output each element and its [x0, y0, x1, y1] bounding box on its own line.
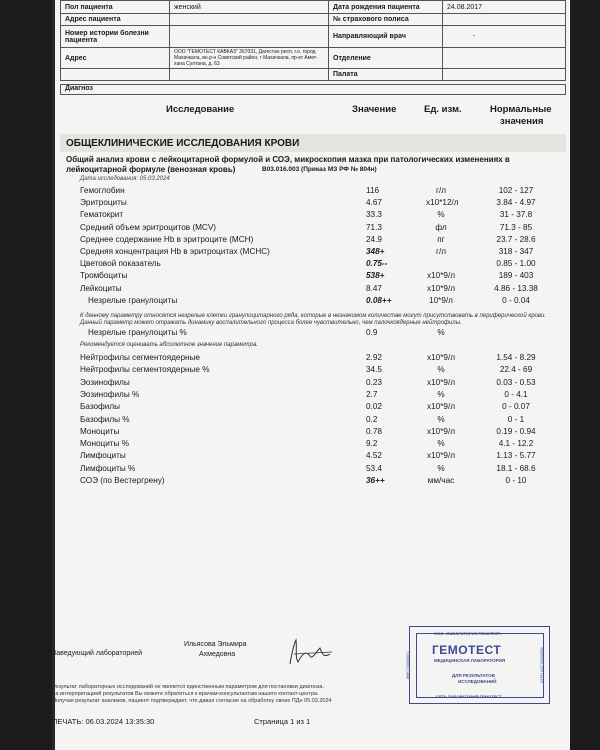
- test-name: Гемоглобин: [80, 186, 125, 195]
- column-norm-line1: Нормальные: [490, 104, 552, 115]
- stamp-middle-line2: ИССЛЕДОВАНИЙ: [458, 679, 497, 684]
- test-value: 36++: [366, 476, 385, 485]
- test-norm: 318 - 347: [498, 247, 534, 256]
- test-norm: 23.7 - 28.6: [496, 234, 536, 244]
- table-row: [0, 186, 600, 198]
- table-row: [0, 284, 600, 296]
- lab-address-value: ООО "ГЕМОТЕСТ КАВКАЗ" 367031, Дагестан респ, г.о. город Махачкала, вн.р-н Советский район, г Махачкала, пр-кт Амет-хана Султана, д. 63: [170, 48, 329, 69]
- column-test: Исследование: [166, 104, 235, 115]
- table-row: [0, 402, 600, 414]
- test-unit: %: [437, 439, 445, 449]
- stamp-right-text: ОГРН 1027700055952: [539, 647, 544, 683]
- table-row: [0, 235, 600, 247]
- test-norm: 0 - 10: [505, 476, 527, 485]
- test-name: СОЭ (по Вестергрену): [80, 476, 165, 485]
- test-unit: фл: [435, 222, 447, 232]
- table-row: [0, 365, 600, 377]
- table-row: [0, 296, 600, 308]
- test-norm: 71.3 - 85: [499, 222, 533, 232]
- test-value: 0.23: [366, 377, 382, 387]
- test-value: 0.78: [366, 426, 382, 436]
- test-name: Нейтрофилы сегментоядерные %: [80, 365, 210, 375]
- section-code: В03.016.003 (Приказ МЗ РФ № 804н): [262, 166, 377, 173]
- test-name: Лимфоциты: [80, 451, 126, 461]
- page-number: Страница 1 из 1: [254, 717, 311, 726]
- test-norm: 18.1 - 68.6: [496, 463, 536, 473]
- disclaimer-line3: Получая результат анализов, пациент подтверждает, что давал согласие на обработку своих ПДн 05.03.2024: [52, 698, 332, 704]
- patient-info-table: [60, 0, 566, 81]
- gender-label: Пол пациента: [61, 1, 170, 14]
- test-value: 34.5: [366, 365, 382, 375]
- test-unit: %: [437, 414, 445, 424]
- referring-value: -: [443, 26, 566, 48]
- test-value: 71.3: [366, 222, 382, 232]
- test-value: 9.2: [366, 439, 378, 449]
- column-norm-line2: значения: [500, 116, 544, 127]
- test-norm: 0.85 - 1.00: [496, 259, 536, 269]
- test-unit: %: [437, 463, 445, 473]
- table-row: [0, 247, 600, 259]
- test-value: 24.9: [366, 234, 382, 244]
- test-norm: 0.19 - 0.94: [496, 426, 536, 436]
- test-name: Лимфоциты %: [80, 463, 136, 473]
- test-norm: 0 - 0.04: [502, 295, 530, 305]
- ward-label: Палата: [329, 69, 443, 81]
- table-row: [0, 464, 600, 476]
- address-label: Адрес пациента: [61, 14, 170, 26]
- table-row: [0, 451, 600, 463]
- test-value: 0.75--: [366, 259, 388, 269]
- test-norm: 4.86 - 13.38: [494, 283, 538, 293]
- table-row: [0, 271, 600, 283]
- test-value: 4.52: [366, 451, 382, 461]
- test-unit: %: [437, 210, 445, 220]
- referring-label: Направляющий врач: [329, 26, 443, 48]
- test-unit: пг: [437, 234, 445, 244]
- test-unit: %: [437, 389, 445, 399]
- test-name: Эозинофилы: [80, 377, 130, 387]
- test-value: 116: [366, 186, 380, 195]
- test-unit: x10*12/л: [426, 198, 459, 208]
- section-subtitle-line2: лейкоцитарной формуле (венозная кровь): [66, 165, 236, 174]
- table-row: [0, 439, 600, 451]
- section-subtitle-line1: Общий анализ крови с лейкоцитарной формулой и СОЭ, микроскопия мазка при патологических изменениях в: [66, 155, 510, 164]
- history-label: Номер истории болезни пациента: [61, 26, 170, 48]
- test-unit: x10*9/л: [427, 402, 455, 412]
- test-unit: x10*9/л: [427, 353, 455, 362]
- test-value: 8.47: [366, 283, 382, 293]
- signer-name-line2: Ахмедовна: [199, 651, 236, 658]
- department-label: Отделение: [329, 48, 443, 69]
- stamp-top-text: ООО «ЛАБОРАТОРИЯ ГЕМОТЕСТ»: [434, 631, 503, 636]
- test-unit: x10*9/л: [427, 271, 455, 281]
- dob-label: Дата рождения пациента: [329, 1, 443, 14]
- test-value: 0.08++: [366, 295, 392, 305]
- test-value: 53.4: [366, 463, 382, 473]
- test-value: 348+: [366, 247, 385, 256]
- test-norm: 22.4 - 69: [499, 365, 533, 375]
- test-value: 538+: [366, 271, 385, 281]
- test-value: 0.02: [366, 402, 382, 412]
- disclaimer-line1: Результат лабораторных исследований не является единственным параметром для постановки диагноза.: [52, 684, 324, 690]
- print-timestamp: ПЕЧАТЬ: 06.03.2024 13:35:30: [52, 717, 155, 726]
- table-row: [0, 390, 600, 402]
- test-value: 4.67: [366, 198, 382, 208]
- test-unit: x10*9/л: [427, 283, 455, 293]
- test-norm: 1.54 - 8.29: [496, 353, 536, 362]
- test-norm: 0 - 4.1: [504, 389, 528, 399]
- test-norm: 1.13 - 5.77: [496, 451, 536, 461]
- signer-name-line1: Ильясова Эльмира: [184, 641, 247, 648]
- stamp-middle-line1: ДЛЯ РЕЗУЛЬТАТОВ: [452, 673, 495, 678]
- test-name: Среднее содержание Hb в эритроците (MCH): [80, 234, 254, 244]
- test-unit: %: [437, 365, 445, 375]
- test-name: Эритроциты: [80, 198, 127, 208]
- test-norm: 0 - 0.07: [502, 402, 530, 412]
- test-name: Гематокрит: [80, 210, 124, 220]
- test-unit: x10*9/л: [427, 377, 455, 387]
- immature-note: К данному параметру относятся незрелые клетки гранулоцитарного ряда, которые в незначимом количестве могут присутствовать в периферической крови. Данный параметр может отражать динамику воспалительного процесса более чувствительно, чем палочкоядерные нейтрофилы.: [80, 313, 547, 326]
- lab-stamp: [406, 626, 550, 704]
- test-unit: x10*9/л: [427, 451, 455, 461]
- test-name: Базофилы: [80, 402, 121, 412]
- test-value: 0.9: [366, 328, 378, 337]
- test-name: Лейкоциты: [80, 283, 122, 293]
- test-norm: 4.1 - 12.2: [498, 439, 534, 449]
- test-unit: г/л: [435, 186, 447, 195]
- test-name: Базофилы %: [80, 414, 130, 424]
- test-name: Цветовой показатель: [80, 259, 161, 269]
- test-value: 0.2: [366, 414, 378, 424]
- handwritten-signature: [284, 634, 340, 668]
- stamp-left-text: ИНН 7706850571: [406, 650, 411, 680]
- test-norm: 31 - 37.8: [499, 210, 533, 220]
- test-norm: 0.03 - 0.53: [496, 377, 536, 387]
- test-name: Незрелые гранулоциты: [88, 295, 178, 305]
- table-row: [0, 223, 600, 235]
- test-norm: 102 - 127: [498, 186, 534, 195]
- column-unit: Ед. изм.: [424, 104, 462, 115]
- table-row: [0, 210, 600, 222]
- test-name: Нейтрофилы сегментоядерные: [80, 353, 200, 362]
- disclaimer-line2: За интерпретацией результатов Вы можете обратиться к врачам-консультантам нашего контакт-центра.: [52, 691, 319, 697]
- lab-address-label: Адрес: [61, 48, 170, 69]
- test-name: Моноциты: [80, 426, 120, 436]
- table-row: [0, 415, 600, 427]
- study-date: Дата исследования: 05.03.2024: [80, 176, 170, 182]
- table-row: [0, 476, 600, 488]
- table-row: [0, 378, 600, 390]
- test-value: 2.7: [366, 389, 378, 399]
- test-name: Средний объем эритроцитов (MCV): [80, 222, 217, 232]
- test-unit: %: [437, 328, 445, 337]
- recommend-note: Рекомендуется оценивать абсолютное значение параметра.: [80, 342, 258, 348]
- test-unit: 10*9/л: [429, 295, 453, 305]
- test-name: Моноциты %: [80, 439, 129, 449]
- diagnosis-label: Диагноз: [60, 84, 566, 95]
- test-value: 33.3: [366, 210, 382, 220]
- test-name: Незрелые гранулоциты %: [88, 328, 187, 337]
- insurance-label: № страхового полиса: [329, 14, 443, 26]
- table-row: [0, 198, 600, 210]
- section-title: ОБЩЕКЛИНИЧЕСКИЕ ИССЛЕДОВАНИЯ КРОВИ: [66, 138, 300, 149]
- table-row: [0, 427, 600, 439]
- column-value: Значение: [352, 104, 397, 115]
- table-row: [0, 259, 600, 271]
- test-name: Эозинофилы %: [80, 389, 140, 399]
- test-unit: x10*9/л: [427, 426, 455, 436]
- head-of-lab-label: Заведующий лабораторией: [52, 650, 142, 657]
- gender-value: женский: [170, 1, 329, 14]
- stamp-subtitle: МЕДИЦИНСКАЯ ЛАБОРАТОРИЯ: [434, 658, 506, 663]
- test-unit: г/л: [435, 247, 447, 256]
- test-norm: 3.84 - 4.97: [496, 198, 536, 208]
- table-row: [0, 353, 600, 365]
- test-unit: мм/час: [427, 476, 455, 485]
- table-row: [0, 328, 600, 340]
- test-norm: 189 - 403: [498, 271, 534, 281]
- stamp-bottom-text: СЕТЬ ЛАБОРАТОРИЙ ГЕМОТЕСТ: [436, 694, 502, 699]
- test-value: 2.92: [366, 353, 382, 362]
- test-norm: 0 - 1: [507, 414, 525, 424]
- test-name: Тромбоциты: [80, 271, 128, 281]
- test-name: Средняя концентрация Hb в эритроцитах (MCHC): [80, 247, 270, 256]
- dob-value: 24.08.2017: [443, 1, 566, 14]
- stamp-brand: ГЕМОТЕСТ: [432, 643, 502, 657]
